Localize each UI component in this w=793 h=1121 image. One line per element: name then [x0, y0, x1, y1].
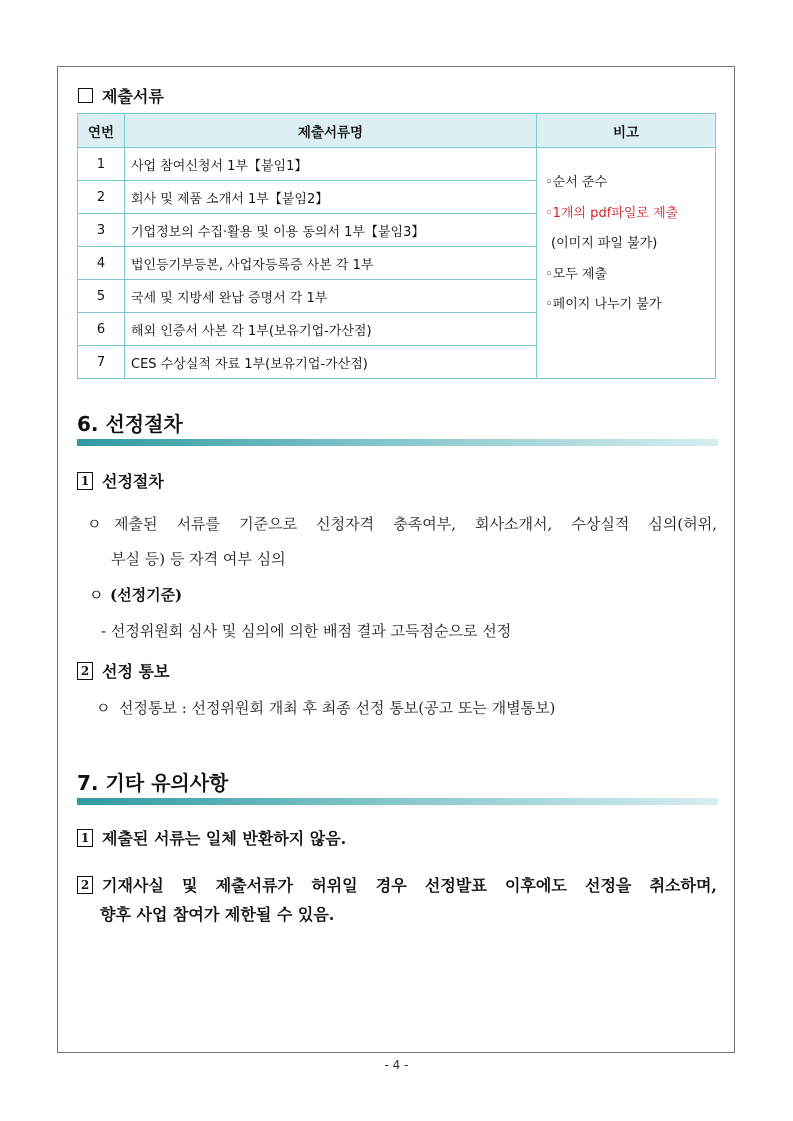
section7-item1 [77, 826, 346, 849]
section7-item2-line1 [77, 873, 717, 896]
section6-title-bar [77, 439, 718, 446]
number-box-icon: 2 [77, 662, 93, 680]
row-name: 법인등기부등본, 사업자등록증 사본 각 1부 [125, 247, 537, 280]
row-no: 3 [78, 214, 125, 247]
row-no: 7 [78, 346, 125, 379]
section6-sub2-heading [77, 659, 169, 682]
row-no: 1 [78, 148, 125, 181]
row-no: 2 [78, 181, 125, 214]
row-no: 6 [78, 313, 125, 346]
header-no: 연번 [78, 114, 125, 148]
submission-table [77, 113, 716, 379]
section7-item2-line2: 향후 사업 참여가 제한될 수 있음. [100, 905, 335, 924]
row-no: 5 [78, 280, 125, 313]
section6-sub1-line1 [87, 513, 717, 534]
section6-criteria-heading [89, 584, 182, 605]
remark-item: ◦페이지 나누기 불가 [545, 297, 662, 312]
remark-item-highlight: ◦1개의 pdf파일로 제출 [545, 205, 679, 221]
remark-item: ◦순서 준수 [545, 175, 608, 190]
section7-title: 7. 기타 유의사항 [77, 771, 229, 795]
table-row [78, 148, 716, 181]
bullet-o: ㅇ [87, 515, 102, 533]
section6-sub1-heading [77, 469, 164, 492]
section6-title: 6. 선정절차 [77, 412, 183, 436]
section6-sub1-title: 선정절차 [102, 472, 164, 491]
row-no: 4 [78, 247, 125, 280]
row-name: 국세 및 지방세 완납 증명서 각 1부 [125, 280, 537, 313]
header-name: 제출서류명 [125, 114, 537, 148]
submission-title-text: 제출서류 [102, 87, 164, 106]
page-number: - 4 - [384, 1058, 409, 1072]
remark-item: ◦모두 제출 [545, 266, 608, 282]
remark-cell [537, 148, 716, 379]
criteria-text: - 선정위원회 심사 및 심의에 의한 배점 결과 고득점순으로 선정 [101, 622, 512, 640]
header-remark: 비고 [537, 114, 716, 148]
notice-text: 선정통보 : 선정위원회 개최 후 최종 선정 통보(공고 또는 개별통보) [119, 699, 556, 717]
bullet-o: ㅇ [96, 699, 111, 717]
section7-item1-text: 제출된 서류는 일체 반환하지 않음. [102, 829, 347, 848]
section7-item2-line1-text: 기재사실 및 제출서류가 허위일 경우 선정발표 이후에도 선정을 취소하며, [102, 876, 717, 895]
table-header-row [78, 114, 716, 148]
number-box-icon: 2 [77, 876, 93, 894]
number-box-icon: 1 [77, 472, 93, 490]
remark-item: (이미지 파일 불가) [551, 236, 658, 251]
section6-sub2-line [96, 697, 555, 718]
section6-sub1-line2: 부실 등) 등 자격 여부 심의 [111, 550, 286, 568]
row-name: 사업 참여신청서 1부【붙임1】 [125, 148, 537, 181]
row-name: CES 수상실적 자료 1부(보유기업-가산점) [125, 346, 537, 379]
number-box-icon: 1 [77, 829, 93, 847]
section6-sub1-line1-text: 제출된 서류를 기준으로 신청자격 충족여부, 회사소개서, 수상실적 심의(허위, [114, 515, 717, 533]
submission-title [78, 84, 164, 107]
section7-title-bar [77, 798, 718, 805]
row-name: 해외 인증서 사본 각 1부(보유기업-가산점) [125, 313, 537, 346]
criteria-title: (선정기준) [110, 586, 183, 604]
section6-sub2-title: 선정 통보 [102, 662, 170, 681]
checkbox-square-icon [78, 88, 93, 103]
row-name: 기업정보의 수집·활용 및 이용 동의서 1부【붙임3】 [125, 214, 537, 247]
bullet-o: ㅇ [89, 586, 104, 604]
row-name: 회사 및 제품 소개서 1부【붙임2】 [125, 181, 537, 214]
